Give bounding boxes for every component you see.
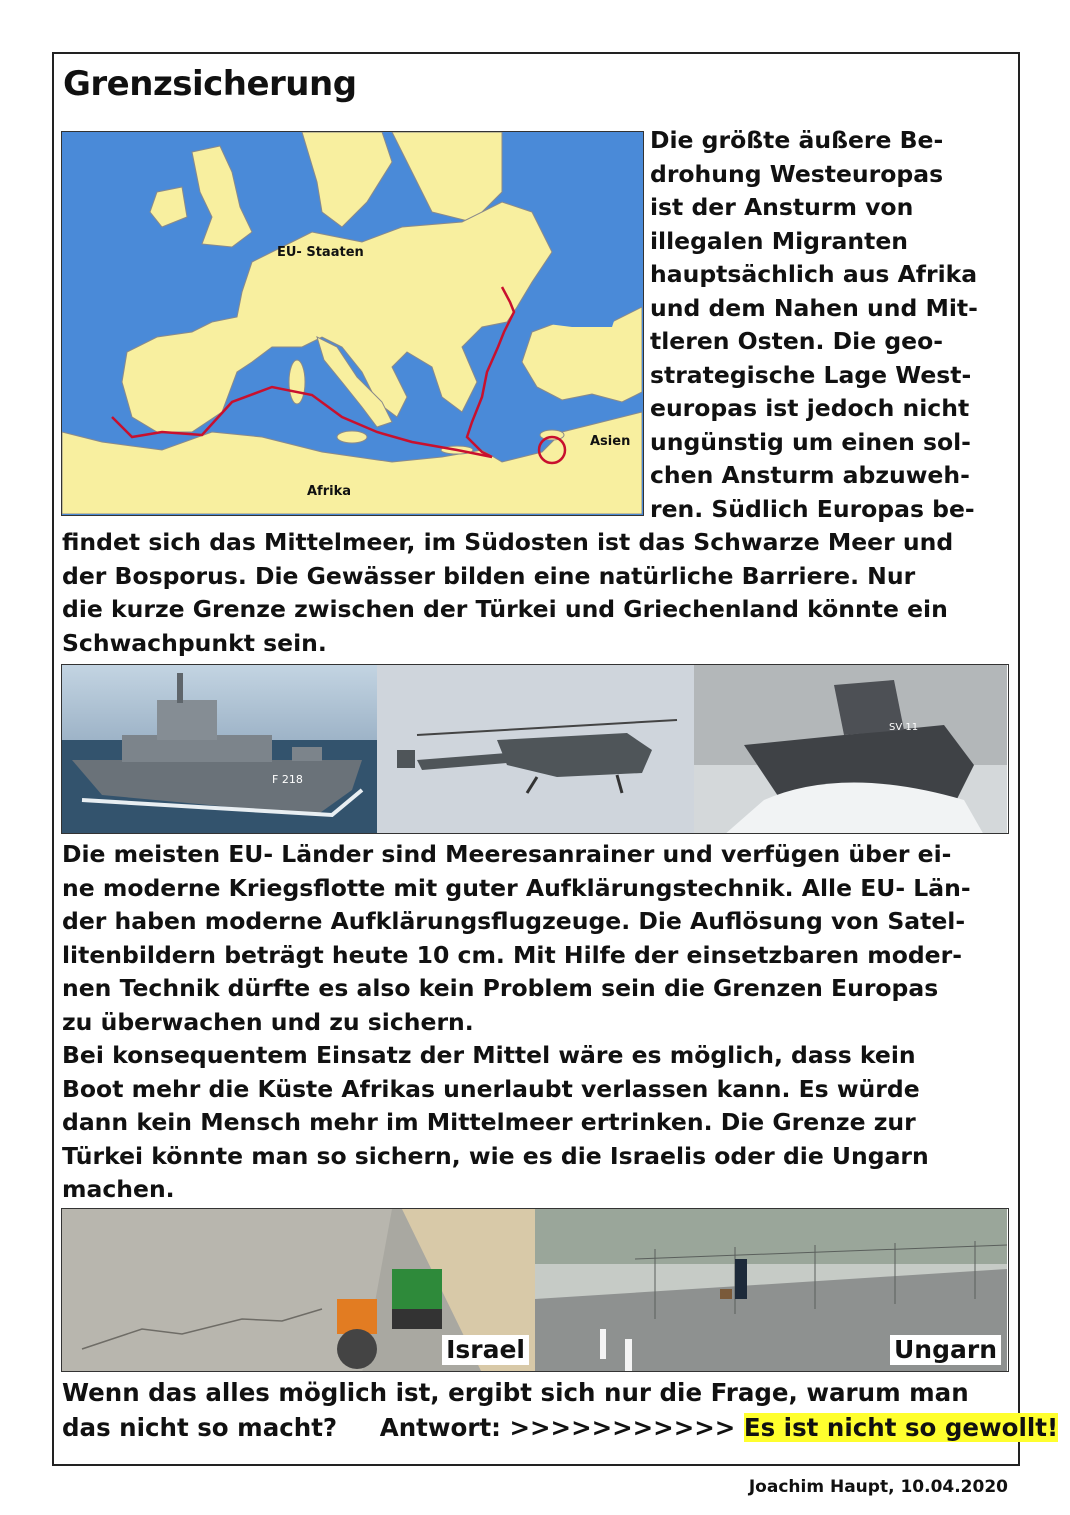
- body-line: machen.: [62, 1175, 175, 1203]
- page-title: Grenzsicherung: [63, 64, 357, 104]
- body-line: dann kein Mensch mehr im Mittelmeer ertrinken. Die Grenze zur: [62, 1108, 916, 1136]
- frigate-photo: [62, 665, 377, 833]
- body-line: Türkei könnte man so sichern, wie es die Israelis oder die Ungarn: [62, 1141, 929, 1170]
- europe-border-map: [61, 131, 644, 516]
- intro-side-text: [650, 124, 1015, 526]
- intro-side-line: ungünstig um einen sol-: [650, 427, 971, 456]
- map-graphic: [62, 132, 642, 514]
- closing-line-1: Wenn das alles möglich ist, ergibt sich nur die Frage, warum man: [62, 1378, 969, 1407]
- closing-line-2: [62, 1410, 1058, 1445]
- helicopter-photo: [377, 665, 694, 833]
- intro-side-line: hauptsächlich aus Afrika: [650, 260, 978, 288]
- ship-hull-number: F 218: [272, 773, 303, 786]
- boat-marking: SV 11: [889, 722, 919, 733]
- map-label-asia: Asien: [590, 434, 631, 449]
- closing-text: [62, 1375, 1058, 1445]
- intro-side-line: und dem Nahen und Mit-: [650, 293, 978, 322]
- intro-side-line: tleren Osten. Die geo-: [650, 327, 943, 355]
- body-line: Die meisten EU- Länder sind Meeresanrainer und verfügen über ei-: [62, 840, 952, 868]
- body-line: ne moderne Kriegsflotte mit guter Aufklärungstechnik. Alle EU- Län-: [62, 873, 971, 902]
- body-line: Boot mehr die Küste Afrikas unerlaubt verlassen kann. Es würde: [62, 1074, 920, 1103]
- caption-israel: Israel: [442, 1335, 529, 1365]
- caption-ungarn: Ungarn: [890, 1335, 1001, 1365]
- border-fence-photo-strip: [61, 1208, 1009, 1372]
- intro-side-line: Die größte äußere Be-: [650, 126, 944, 154]
- map-label-africa: Afrika: [307, 484, 352, 499]
- body-line: zu überwachen und zu sichern.: [62, 1007, 474, 1036]
- intro-side-line: drohung Westeuropas: [650, 159, 944, 188]
- intro-side-line: chen Ansturm abzuweh-: [650, 461, 970, 489]
- military-photo-strip: [61, 664, 1009, 834]
- body-line: nen Technik dürfte es also kein Problem sein die Grenzen Europas: [62, 974, 939, 1002]
- body-line: der haben moderne Aufklärungsflugzeuge. Die Auflösung von Satel-: [62, 907, 966, 935]
- answer-highlight: Es ist nicht so gewollt!: [743, 1413, 1059, 1442]
- intro-side-line: ren. Südlich Europas be-: [650, 494, 975, 523]
- intro-side-line: ist der Ansturm von: [650, 193, 914, 221]
- intro-side-line: europas ist jedoch nicht: [650, 394, 970, 422]
- intro-side-line: illegalen Migranten: [650, 226, 909, 255]
- body-text: [62, 838, 971, 1207]
- intro-full-text: [62, 526, 953, 660]
- patrol-boat-photo: [694, 665, 1007, 833]
- map-label-eu: EU- Staaten: [277, 245, 364, 260]
- hungary-fence-photo: [535, 1209, 1007, 1371]
- author-date: Joachim Haupt, 10.04.2020: [748, 1477, 1008, 1497]
- intro-full-line: Schwachpunkt sein.: [62, 628, 327, 657]
- intro-full-line: die kurze Grenze zwischen der Türkei und Griechenland könnte ein: [62, 595, 948, 623]
- closing-question-end: das nicht so macht?: [62, 1413, 338, 1442]
- intro-side-line: strategische Lage West-: [650, 360, 972, 389]
- intro-full-line: der Bosporus. Die Gewässer bilden eine natürliche Barriere. Nur: [62, 561, 916, 590]
- body-line: litenbildern beträgt heute 10 cm. Mit Hilfe der einsetzbaren moder-: [62, 940, 962, 969]
- intro-full-line: findet sich das Mittelmeer, im Südosten ist das Schwarze Meer und: [62, 528, 954, 556]
- answer-label: Antwort: >>>>>>>>>>>: [379, 1413, 736, 1442]
- israel-wall-photo: [62, 1209, 535, 1371]
- body-line: Bei konsequentem Einsatz der Mittel wäre es möglich, dass kein: [62, 1041, 916, 1069]
